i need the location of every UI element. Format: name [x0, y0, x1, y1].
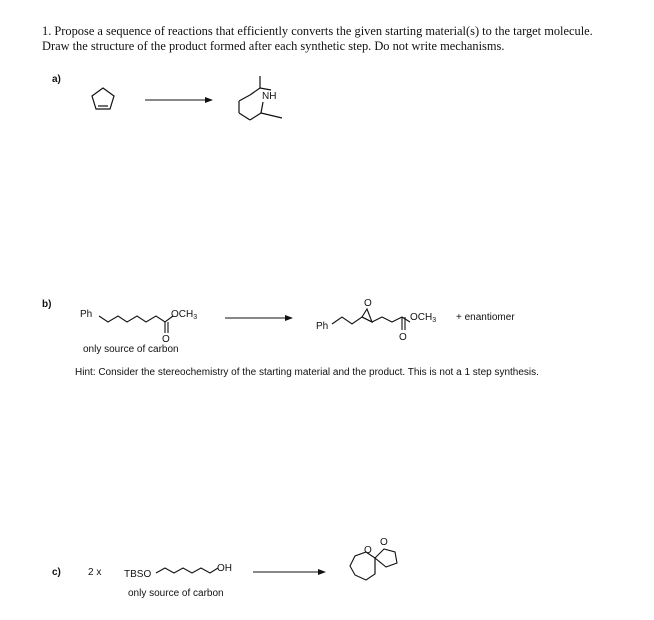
sm-ph-label: Ph [80, 309, 93, 320]
prod-ph-label: Ph [316, 321, 329, 332]
sm-chain-structure [99, 316, 173, 333]
plus-enantiomer-label: + enantiomer [456, 312, 515, 323]
product-nh-label: NH [262, 91, 277, 102]
epoxide-o-label: O [364, 298, 372, 309]
epoxide-product-structure [332, 309, 410, 330]
spiroketal-product-structure [350, 549, 397, 580]
question-line-2: Draw the structure of the product formed after each synthetic step. Do not write mechanisms. [42, 39, 505, 53]
part-a-label: a) [52, 74, 61, 85]
sm-carbonyl-o-label: O [162, 334, 170, 345]
oh-label: OH [217, 563, 232, 574]
part-b-hint: Hint: Consider the stereochemistry of the starting material and the product. This is not a 1 step synthesis. [75, 367, 539, 378]
part-b-carbon-note: only source of carbon [83, 344, 179, 355]
part-c-multiplier: 2 x [88, 567, 102, 578]
question-line-1: 1. Propose a sequence of reactions that efficiently converts the given starting material(s) to the target molecule. [42, 24, 593, 38]
tbso-label: TBSO [124, 569, 152, 580]
part-c-carbon-note: only source of carbon [128, 588, 224, 599]
ring-o-label-1: O [364, 545, 372, 556]
cyclopentene-structure [92, 88, 114, 109]
c-chain-structure [156, 568, 218, 573]
sm-och3-label: $OCH_3$ [171, 309, 198, 321]
prod-och3-label: $OCH_3$ [410, 312, 437, 324]
part-b-label: b) [42, 299, 52, 310]
ring-o-label-2: O [380, 537, 388, 548]
prod-carbonyl-o-label: O [399, 332, 407, 343]
part-c-label: c) [52, 567, 61, 578]
